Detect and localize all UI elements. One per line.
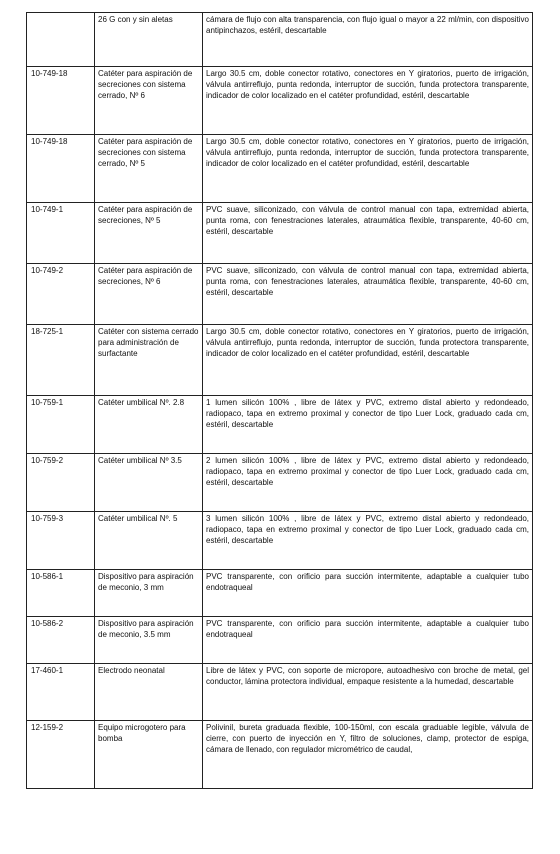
- item-name: Dispositivo para aspiración de meconio, 3 mm: [95, 570, 203, 617]
- item-description: PVC transparente, con orificio para succión intermitente, adaptable a cualquier tubo endotraqueal: [203, 617, 533, 664]
- item-code: 12-159-2: [27, 721, 95, 789]
- item-description: Largo 30.5 cm, doble conector rotativo, conectores en Y giratorios, puerto de irrigación, válvula antirreflujo, punta redonda, interruptor de succión, funda protectora transparente, indicador de color localizado en el catéter profundidad, estéril, descartable: [203, 325, 533, 396]
- table-row: [27, 203, 533, 264]
- item-code: 10-759-1: [27, 396, 95, 454]
- item-code: 10-749-1: [27, 203, 95, 264]
- item-name: Catéter para aspiración de secreciones, Nº 5: [95, 203, 203, 264]
- table-row: [27, 67, 533, 135]
- item-code: 10-586-1: [27, 570, 95, 617]
- item-code: 10-586-2: [27, 617, 95, 664]
- item-name: Dispositivo para aspiración de meconio, 3.5 mm: [95, 617, 203, 664]
- item-name: Equipo microgotero para bomba: [95, 721, 203, 789]
- item-code: 17-460-1: [27, 664, 95, 721]
- item-description: PVC transparente, con orificio para succión intermitente, adaptable a cualquier tubo endotraqueal: [203, 570, 533, 617]
- table-row: [27, 512, 533, 570]
- item-name: 26 G con y sin aletas: [95, 13, 203, 67]
- item-description: PVC suave, siliconizado, con válvula de control manual con tapa, extremidad abierta, punta roma, con fenestraciones laterales, atraumática flexible, transparente, 40-60 cm, estéril, descartable: [203, 264, 533, 325]
- table-row: [27, 570, 533, 617]
- item-name: Catéter con sistema cerrado para administración de surfactante: [95, 325, 203, 396]
- item-name: Catéter para aspiración de secreciones con sistema cerrado, Nº 5: [95, 135, 203, 203]
- table-row: [27, 617, 533, 664]
- table-row: [27, 396, 533, 454]
- item-name: Catéter para aspiración de secreciones, Nº 6: [95, 264, 203, 325]
- table-row: [27, 721, 533, 789]
- item-code: 10-749-18: [27, 135, 95, 203]
- item-description: Largo 30.5 cm, doble conector rotativo, conectores en Y giratorios, puerto de irrigación, válvula antirreflujo, punta redonda, interruptor de succión, funda protectora transparente, indicador de color localizado en el catéter profundidad, estéril, descartable: [203, 67, 533, 135]
- item-description: 3 lumen silicón 100% , libre de látex y PVC, extremo distal abierto y redondeado, radiopaco, tapa en extremo proximal y conector de tipo Luer Lock, graduado cada cm, estéril, descartable: [203, 512, 533, 570]
- table-row: [27, 135, 533, 203]
- table-row: [27, 264, 533, 325]
- item-name: Catéter para aspiración de secreciones con sistema cerrado, Nº 6: [95, 67, 203, 135]
- item-name: Catéter umbilical Nº. 5: [95, 512, 203, 570]
- item-code: 10-759-3: [27, 512, 95, 570]
- item-name: Catéter umbilical Nº 3.5: [95, 454, 203, 512]
- table-row: [27, 664, 533, 721]
- item-code: 10-749-18: [27, 67, 95, 135]
- item-description: 2 lumen silicón 100% , libre de látex y PVC, extremo distal abierto y redondeado, radiopaco, tapa en extremo proximal y conector de tipo Luer Lock, graduado cada cm, estéril, descartable: [203, 454, 533, 512]
- item-description: Largo 30.5 cm, doble conector rotativo, conectores en Y giratorios, puerto de irrigación, válvula antirreflujo, punta redonda, interruptor de succión, funda protectora transparente, indicador de color localizado en el catéter profundidad, estéril, descartable: [203, 135, 533, 203]
- item-description: 1 lumen silicón 100% , libre de látex y PVC, extremo distal abierto y redondeado, radiopaco, tapa en extremo proximal y conector de tipo Luer Lock, graduado cada cm, estéril, descartable: [203, 396, 533, 454]
- supplies-table: [26, 12, 533, 789]
- table-row: [27, 454, 533, 512]
- item-description: PVC suave, siliconizado, con válvula de control manual con tapa, extremidad abierta, punta roma, con fenestraciones laterales, atraumática flexible, transparente, 40-60 cm, estéril, descartable: [203, 203, 533, 264]
- item-code: [27, 13, 95, 67]
- item-description: Polivinil, bureta graduada flexible, 100-150ml, con escala graduable legible, válvula de cierre, con puerto de inyección en Y, filtro de soluciones, clamp, protector de espiga, cámara de llenado, con regulador micrométrico de caudal,: [203, 721, 533, 789]
- table-row: [27, 13, 533, 67]
- item-name: Electrodo neonatal: [95, 664, 203, 721]
- item-code: 10-759-2: [27, 454, 95, 512]
- item-code: 10-749-2: [27, 264, 95, 325]
- table-row: [27, 325, 533, 396]
- item-code: 18-725-1: [27, 325, 95, 396]
- item-description: cámara de flujo con alta transparencia, con flujo igual o mayor a 22 ml/min, con dispositivo antipinchazos, estéril, descartable: [203, 13, 533, 67]
- item-description: Libre de látex y PVC, con soporte de micropore, autoadhesivo con broche de metal, gel conductor, lámina protectora individual, empaque resistente a la humedad, descartable: [203, 664, 533, 721]
- item-name: Catéter umbilical Nº. 2.8: [95, 396, 203, 454]
